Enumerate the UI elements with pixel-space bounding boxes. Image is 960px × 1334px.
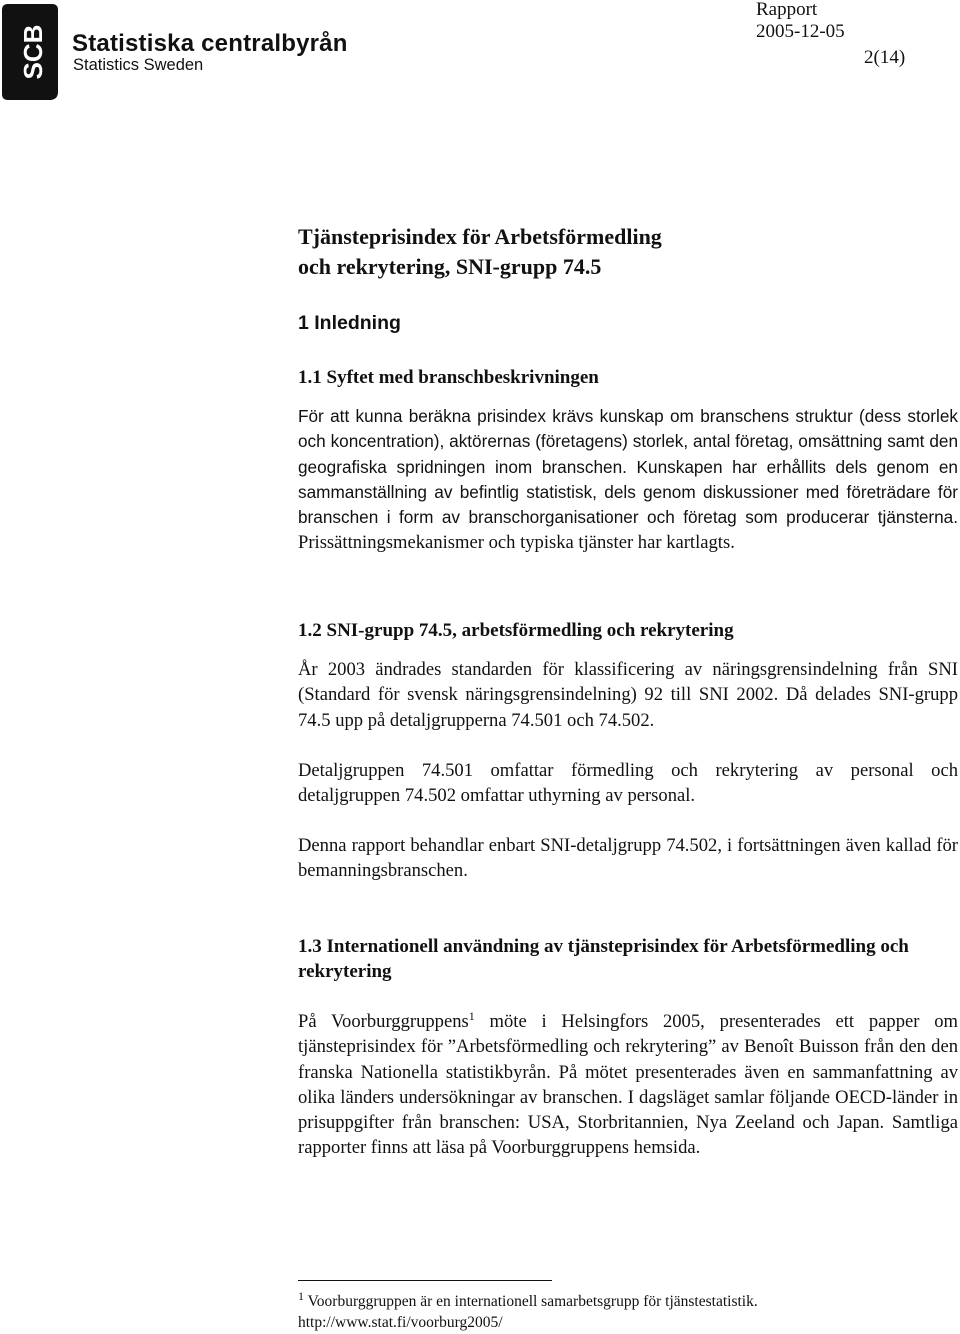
paragraph-1-2-b: Detaljgruppen 74.501 omfattar förmedling och rekrytering av personal och detaljgruppen 74.502 omfattar uthyrning av personal. xyxy=(298,760,958,807)
paragraph-1-2-c: Denna rapport behandlar enbart SNI-detaljgrupp 74.502, i fortsättningen även kallad för bemanningsbranschen. xyxy=(298,835,958,882)
footnote-number: 1 xyxy=(298,1288,304,1303)
paragraph-1-1 xyxy=(298,404,958,556)
section-heading-1-1: 1.1 Syftet med branschbeskrivningen xyxy=(298,367,599,388)
footnote-text: Voorburggruppen är en internationell samarbetsgrupp för tjänstestatistik. xyxy=(304,1293,758,1310)
paragraph-1-3-start: På Voorburggruppens xyxy=(298,1011,469,1032)
scb-logo-icon xyxy=(0,2,60,102)
footnote xyxy=(298,1288,938,1333)
paragraph-1-1-text: För att kunna beräkna prisindex krävs kunskap om branschens struktur (dess storlek och koncentration), aktörernas (företagens) storlek, antal företag, omsättning samt den geografiska spridningen inom branschen. Kunskapen har erhållits dels genom en sammanställning av befintlig statistisk, dels genom diskussioner med företrädare för branschen i form av branschorganisationer och företag som producerar tjänsterna. xyxy=(298,406,958,528)
page-number: 2(14) xyxy=(864,47,906,68)
logo-subtitle: Statistics Sweden xyxy=(73,56,204,74)
section-heading-1: 1 Inledning xyxy=(298,312,401,334)
section-heading-1-2: 1.2 SNI-grupp 74.5, arbetsförmedling och rekrytering xyxy=(298,620,734,641)
logo-mark-text: SCB xyxy=(18,24,48,80)
footnote-ref: 1 xyxy=(468,1008,475,1023)
page-title xyxy=(298,222,938,282)
paragraph-1-2-a: År 2003 ändrades standarden för klassificering av näringsgrensindelning från SNI (Standard för svensk näringsgrensindelning) 92 till SNI 2002. Då delades SNI-grupp 74.5 upp på detaljgrupperna 74.501 och 74.502. xyxy=(298,659,958,731)
title-line-2: och rekrytering, SNI-grupp 74.5 xyxy=(298,254,602,279)
paragraph-1-1-text-end: Prissättningsmekanismer och typiska tjänster har kartlagts. xyxy=(298,532,735,554)
document-type: Rapport xyxy=(756,0,818,20)
title-line-1: Tjänsteprisindex för Arbetsförmedling xyxy=(298,224,662,249)
footnote-url[interactable]: http://www.stat.fi/voorburg2005/ xyxy=(298,1313,503,1331)
footnote-divider xyxy=(298,1280,552,1281)
document-date: 2005-12-05 xyxy=(756,21,845,42)
paragraph-1-3 xyxy=(298,1009,958,1161)
section-heading-1-3: 1.3 Internationell användning av tjänsteprisindex för Arbetsförmedling och rekrytering xyxy=(298,936,909,982)
paragraph-1-3-rest: möte i Helsingfors 2005, presenterades ett papper om tjänsteprisindex för ”Arbetsförmedling och rekrytering” av Benoît Buisson från den den franska Nationella statistikbyrån. På mötet presenterades även en sammanfattning av olika länders undersökningar av branschen. I dagsläget samlar följande OECD-länder in prisuppgifter från branschen: USA, Storbritannien, Nya Zeeland och Japan. Samtliga rapporter finns att läsa på Voorburggruppens hemsida. xyxy=(298,1011,958,1159)
logo-name: Statistiska centralbyrån xyxy=(72,30,348,57)
